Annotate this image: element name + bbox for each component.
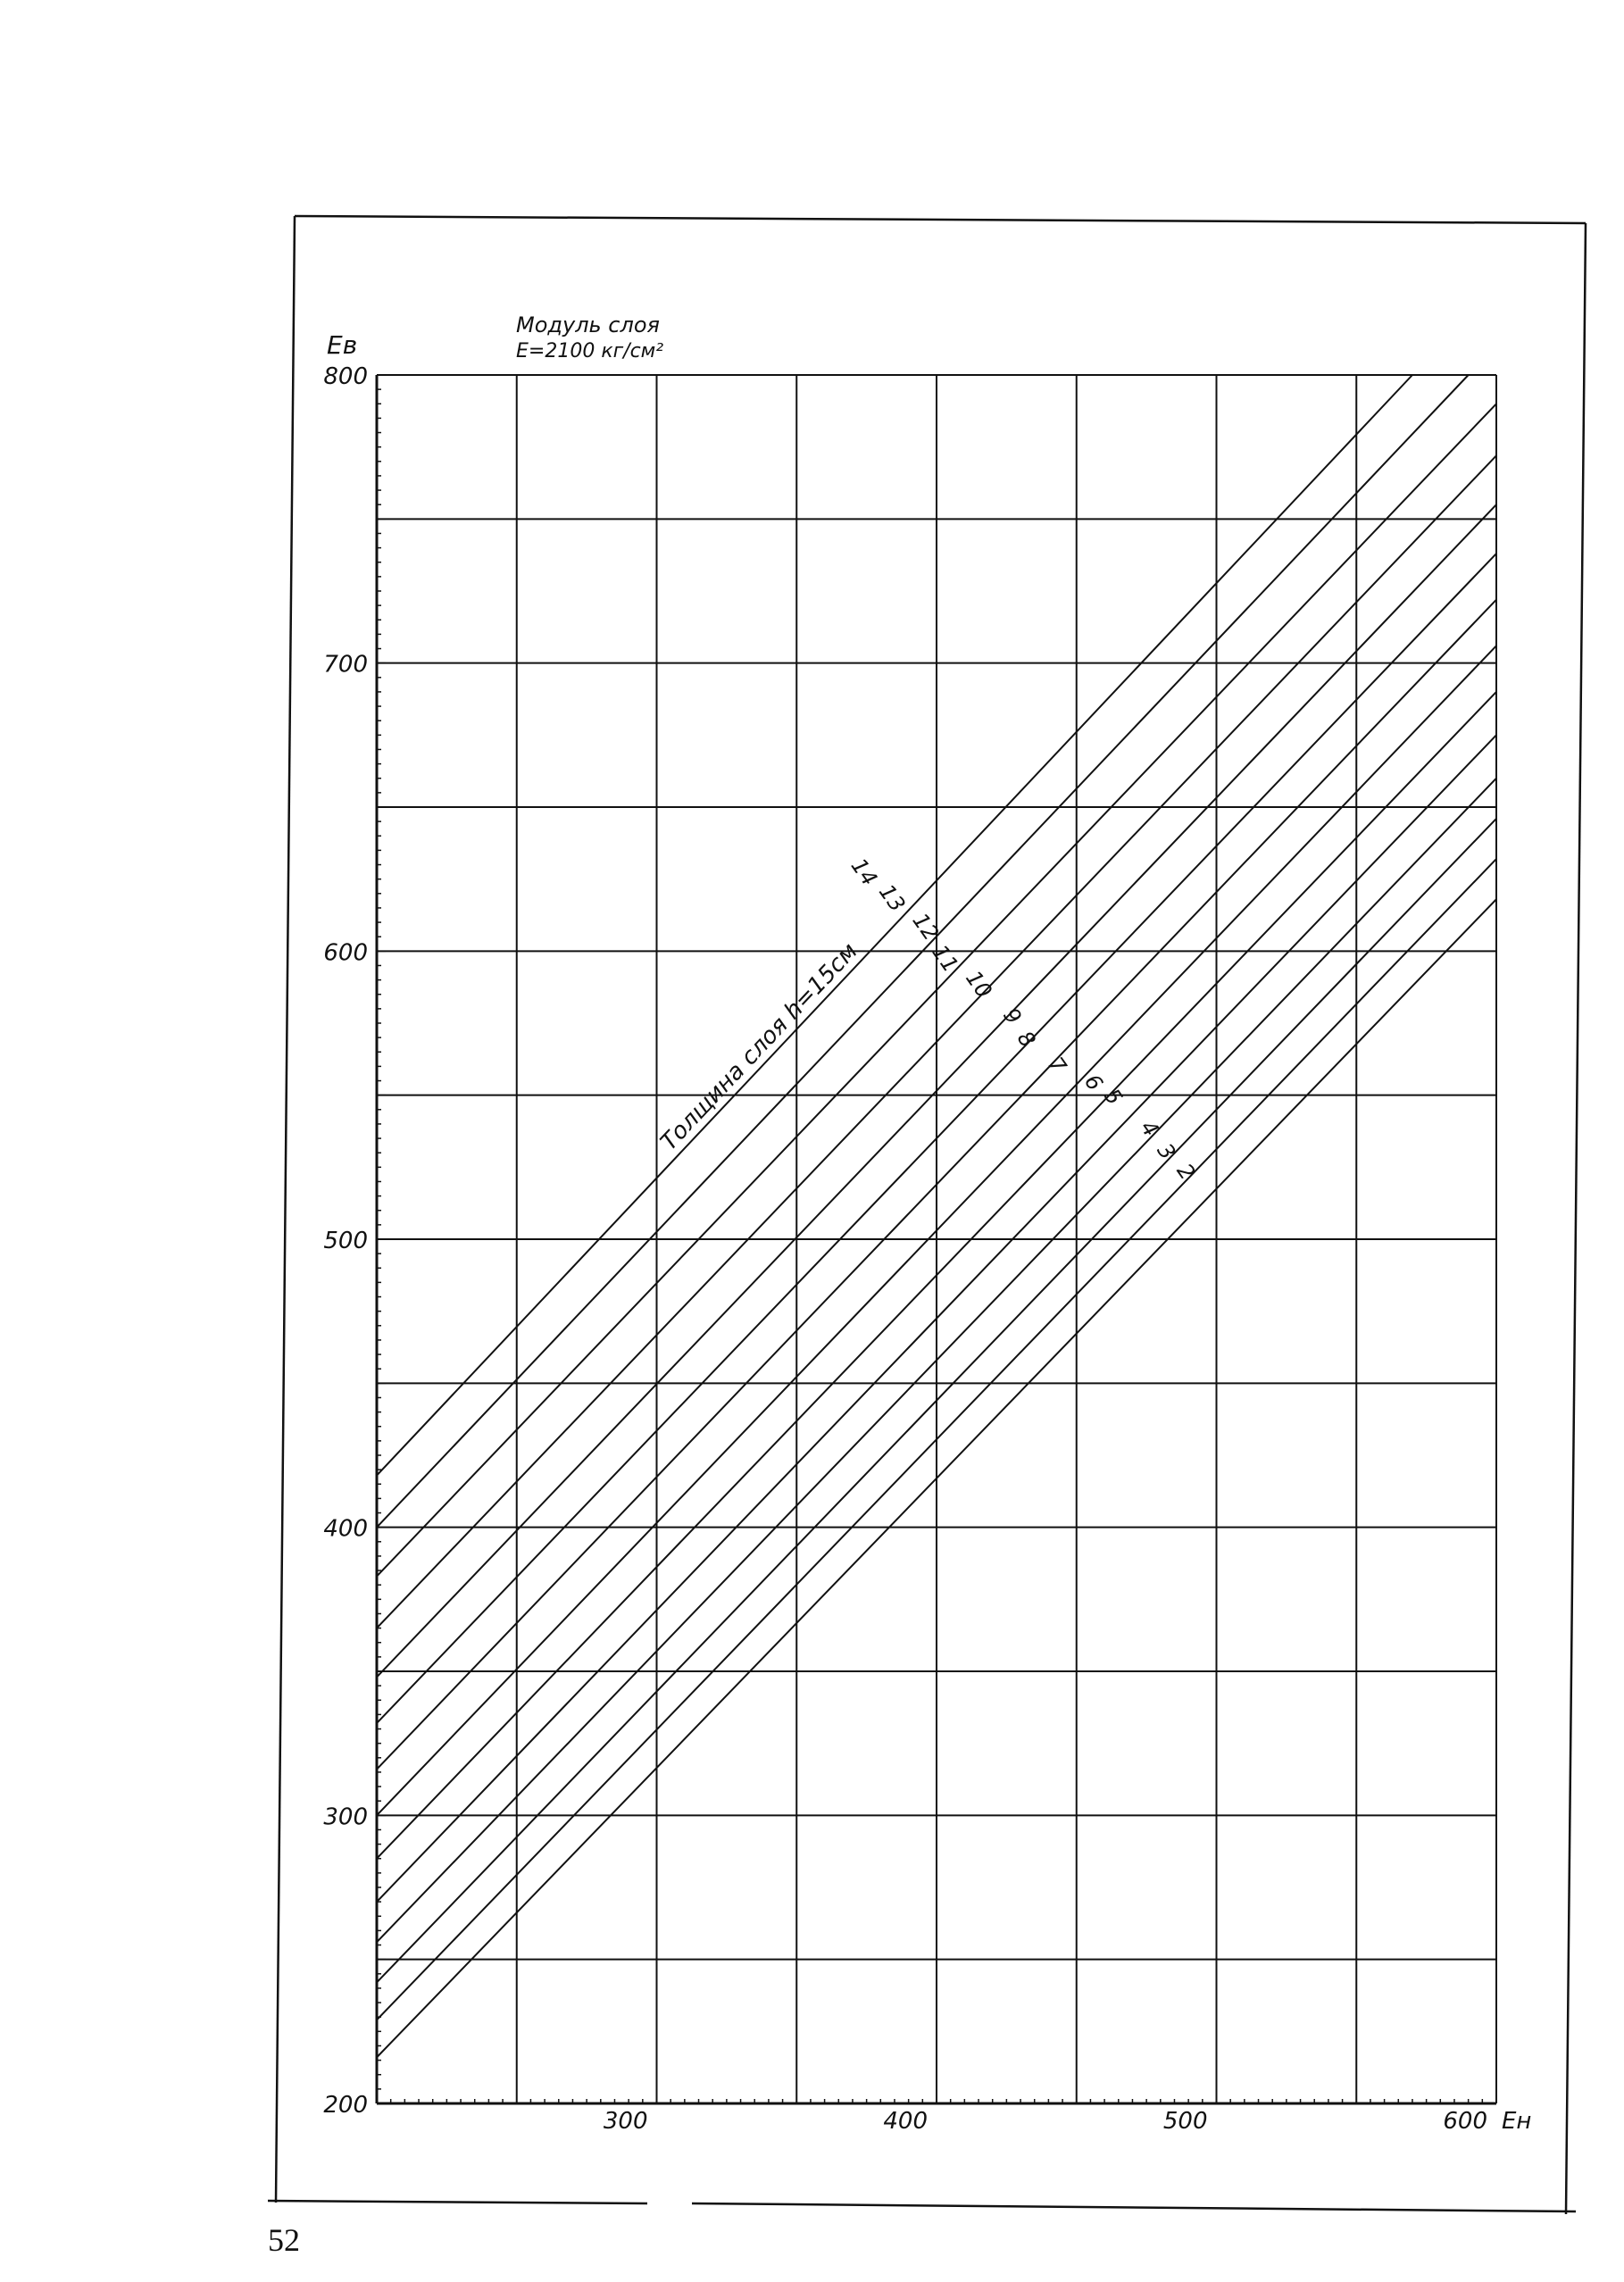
line-label-4: 4 [1135,1115,1164,1142]
chart-title: Модуль слоя [516,312,660,337]
line-label-9: 9 [998,1003,1027,1029]
y-tick-label-600: 600 [323,939,368,967]
y-tick-label-500: 500 [323,1228,368,1254]
y-tick-label-200: 200 [323,2092,368,2119]
line-label-2: 2 [1171,1159,1201,1185]
axes [323,363,1496,2135]
x-tick-label-300: 300 [603,2108,648,2135]
line-label-5: 5 [1098,1084,1128,1110]
x-tick-label-400: 400 [883,2108,928,2135]
grid [377,375,1496,2103]
line-label-8: 8 [1012,1026,1041,1053]
y-tick-label-400: 400 [323,1515,368,1543]
line-label-10: 10 [961,966,997,1004]
y-axis-label: Ев [327,330,358,360]
page-number: 52 [268,2222,300,2258]
line-label-7: 7 [1043,1052,1071,1079]
line-label-11: 11 [927,940,963,978]
y-tick-label-300: 300 [323,1803,368,1831]
line-label-3: 3 [1152,1138,1181,1165]
line-label-14: 14 [845,854,883,891]
series-label-h15: Толщина слоя h=15см [655,937,863,1156]
x-tick-label-600: 600 [1443,2108,1487,2135]
y-tick-label-700: 700 [323,651,368,679]
line-labels [846,854,1201,1184]
x-tick-label-500: 500 [1162,2108,1208,2135]
series-line-h15 [377,375,1412,1476]
page-frame [268,216,1586,2214]
chart-subtitle: Е=2100 кг/см² [516,340,664,362]
line-label-12: 12 [907,908,944,945]
x-axis-label: Ен [1502,2108,1532,2135]
line-label-6: 6 [1079,1070,1108,1095]
y-tick-label-800: 800 [323,363,368,390]
line-label-13: 13 [873,879,911,917]
